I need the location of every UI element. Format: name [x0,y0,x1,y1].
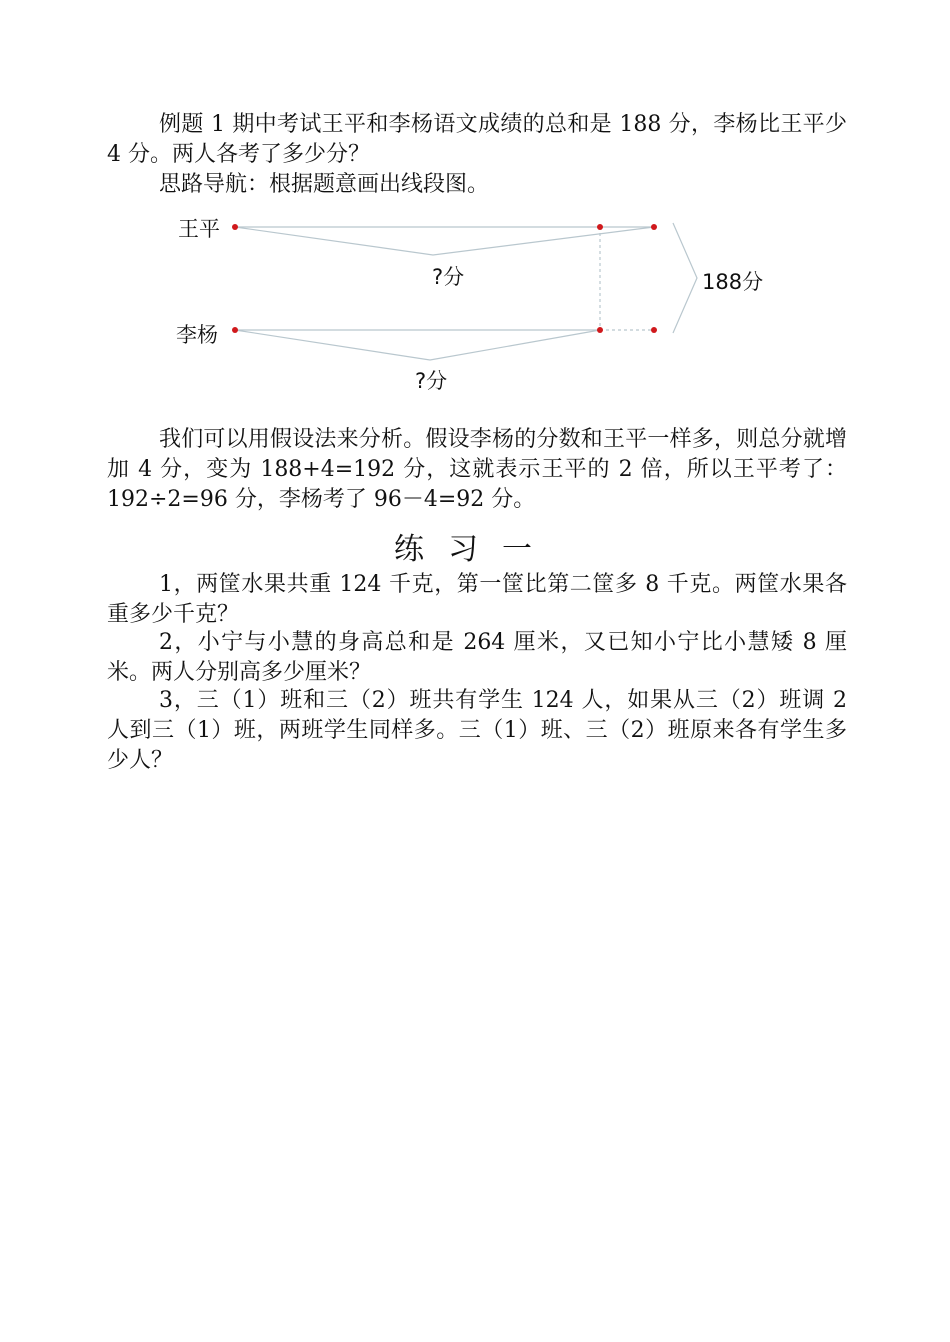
li-start-dot [232,327,238,333]
exercise-question-3: 3，三（1）班和三（2）班共有学生 124 人，如果从三（2）班调 2 人到三（1）班，两班学生同样多。三（1）班、三（2）班原来各有学生多少人？ [107,688,847,773]
wang-mid-dot [597,224,603,230]
analysis-paragraph: 我们可以用假设法来分析。假设李杨的分数和王平一样多，则总分就增加 4 分，变为 188+4=192 分，这就表示王平的 2 倍，所以王平考了：192÷2=96 分，李杨考了 96－4=92 分。 [107,427,847,512]
wang-brace [235,227,654,255]
label-wang: 王平 [178,217,220,241]
total-bracket [673,223,697,333]
label-question-li: ?分 [415,369,448,393]
li-mid-dot [597,327,603,333]
label-total: 188分 [702,270,764,294]
exercise-title: 练习一 [394,532,556,567]
label-li: 李杨 [176,323,218,347]
li-end-dot [651,327,657,333]
exercise-question-2: 2，小宁与小慧的身高总和是 264 厘米，又已知小宁比小慧矮 8 厘米。两人分别高多少厘米？ [107,630,847,685]
li-brace [235,330,600,360]
hint-paragraph: 思路导航：根据题意画出线段图。 [159,172,490,197]
example-paragraph: 例题 1 期中考试王平和李杨语文成绩的总和是 188 分，李杨比王平少 4 分。两人各考了多少分？ [107,112,847,167]
wang-end-dot [651,224,657,230]
wang-start-dot [232,224,238,230]
exercise-question-1: 1，两筐水果共重 124 千克，第一筐比第二筐多 8 千克。两筐水果各重多少千克？ [107,572,847,627]
label-question-wang: ?分 [432,265,465,289]
line-segment-diagram [0,205,950,405]
